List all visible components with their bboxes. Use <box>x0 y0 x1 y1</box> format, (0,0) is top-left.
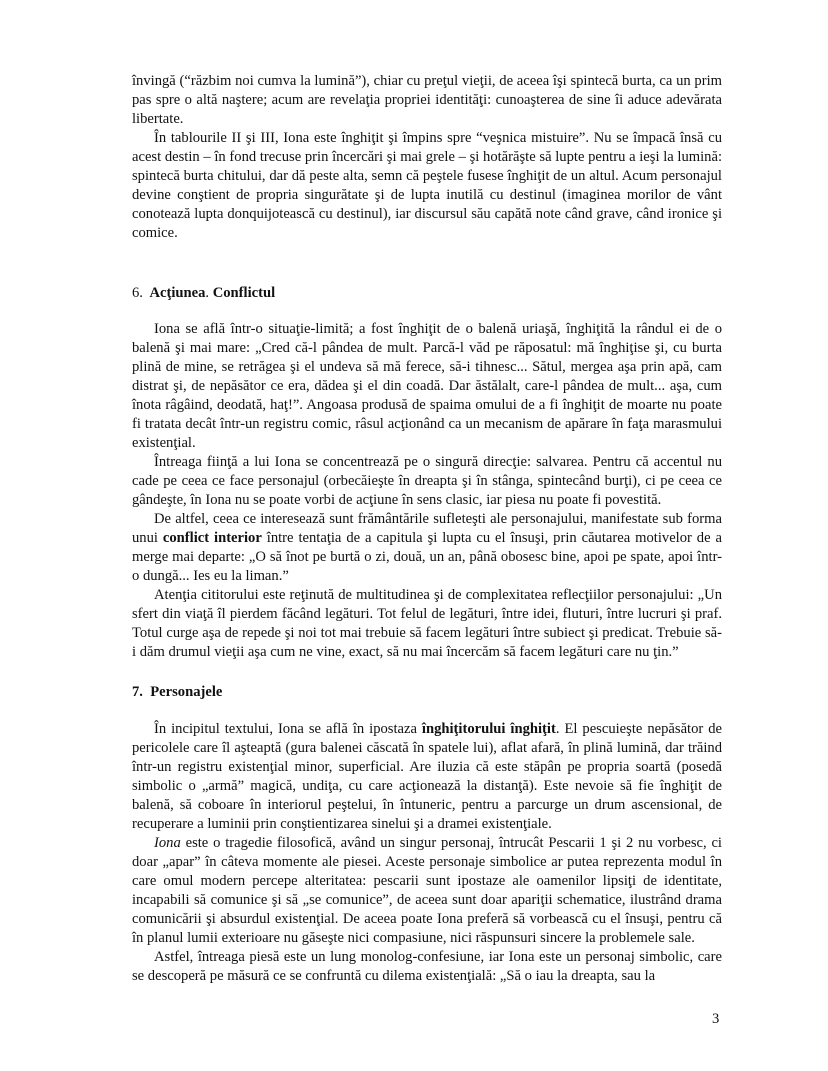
paragraph: Întreaga fiinţă a lui Iona se concentrează pe o singură direcţie: salvarea. Pentru că accentul nu cade pe ceea ce face personajul (orbecăieşte în dreapta şi în stânga, spintecând burţi), ci pe ceea ce gândeşte, în Iona nu se poate vorbi de acţiune în sens clasic, iar piesa nu poate fi povestită. <box>132 454 722 508</box>
section-title: Acţiunea <box>149 285 206 301</box>
paragraph: Atenţia cititorului este reţinută de multitudinea şi de complexitatea reflecţiilor personajului: „Un sfert din viaţă îl pierdem făcând legături. Tot felul de legături, între idei, fluturi, între lucruri şi praf. Totul curge aşa de repede şi noi tot mai trebuie să facem legături între subiect şi predicat. Trebuie să-i dăm drumul vieţii aşa cum ne vine, exact, să nu mai încercăm să facem legături care nu ţin.” <box>132 587 722 660</box>
paragraph: Iona se află într-o situaţie-limită; a fost înghiţit de o balenă uriaşă, înghiţită la rândul ei de o balenă şi mai mare: „Cred că-l pândea de mult. Parcă-l văd pe răposatul: mă înghiţise şi, cu burta plină de mine, se retrăgea şi el undeva să mă ferece, să-i tihnesc... Sătul, mergea aşa prin apă, cam distrat şi, de nepăsător ce era, dădea şi el din coadă. Dar ăstălalt, care-l pândea de mult... aşa, cum înota râgâind, deodată, haţ!”. Angoasa produsă de spaima omului de a fi înghiţit de moarte nu poate fi tratata decât într-un registru comic, râsul acţionând ca un mecanism de apărare în faţa marasmului existenţial. <box>132 321 722 451</box>
bold-term: conflict interior <box>162 530 262 546</box>
section-heading-6 <box>132 284 275 303</box>
intro-text <box>132 72 722 243</box>
text-run: este o tragedie filosofică, având un singur personaj, întrucât Pescarii 1 şi 2 nu vorbesc, ci doar „apar” în câteva momente ale piesei. Aceste personaje simbolice ar putea reprezenta modul în care omul modern percepe alteritatea: pescarii sunt ipostaze ale oamenilor lipsiţi de identitate, incapabili să comunice şi să „se comunice”, de aceea sunt doar apariţii schematice, ilustrând drama comunicării şi absurdul existenţial. De aceea poate Iona preferă să vorbească cu el însuşi, pentru că în planul lumii exterioare nu găseşte nici compasiune, nici răspunsuri sincere la problemele sale. <box>132 835 722 946</box>
page-number: 3 <box>712 1011 720 1027</box>
paragraph: învingă (“răzbim noi cumva la lumină”), chiar cu preţul vieţii, de aceea îşi spintecă burta, ca un prim pas spre o altă naştere; acum are revelaţia propriei identităţi: cunoaşterea de sine îi aduce adevărata libertate. <box>132 73 722 127</box>
bold-term: înghiţitorului înghiţit <box>421 721 556 737</box>
title-separator: . <box>205 285 213 301</box>
italic-title: Iona <box>154 835 181 851</box>
paragraph <box>132 720 722 834</box>
text-run: În incipitul textului, Iona se află în ipostaza <box>154 721 422 737</box>
section-title: Conflictul <box>212 285 276 301</box>
text-run: De altfel, ceea ce interesează sunt frământările sufleteşti ale personajului, manifestate sub forma unui <box>132 511 722 546</box>
section-heading-7 <box>132 683 222 702</box>
paragraph <box>132 834 722 948</box>
section-7-body <box>132 720 722 986</box>
paragraph: În tablourile II şi III, Iona este înghiţit şi împins spre “veşnica mistuire”. Nu se împacă însă cu acest destin – în fond trecuse prin încercări şi mai grele – şi hotărăşte să lupte pentru a ieşi la lumină: spintecă burta chitului, dar dă peste alta, semn că peştele fusese înghiţit de un altul. Acum personajul devine conştient de propria singurătate şi de lupta inutilă cu destinul (imaginea morilor de vânt conotează lupta donquijotească cu destinul), iar discursul său capătă note când grave, când ironice şi comice. <box>132 130 722 241</box>
paragraph: Astfel, întreaga piesă este un lung monolog-confesiune, iar Iona este un personaj simbolic, care se descoperă pe măsură ce se confruntă cu dilema existenţială: „Să o iau la dreapta, sau la <box>132 949 722 984</box>
section-6-body <box>132 320 722 662</box>
section-number: 6. <box>132 285 143 301</box>
paragraph <box>132 510 722 586</box>
text-run: între tentaţia de a capitula şi lupta cu el însuşi, prin căutarea motivelor de a merge mai departe: „O să înot pe burtă o zi, două, un an, până obosesc bine, apoi pe spate, apoi într-o dungă... Ies eu la liman.” <box>132 530 722 584</box>
section-title: Personajele <box>150 684 223 700</box>
section-number: 7. <box>132 684 143 700</box>
text-run: . El pescuieşte nepăsător de pericolele care îl aşteaptă (gura balenei căscată în spatele lui), aflat afară, în plină lumină, dar trăind într-un registru existenţial minor, superficial. Are iluzia că este stăpân pe propria soartă (posedă simbolic o „armă” magică, undiţa, cu care acţionează la distanţă). Este nevoie să fie înghiţit de balenă, să coboare în interiorul peştelui, în întuneric, pentru a parcurge un drum ascensional, de recuperare a luminii prin conştientizarea sinelui şi a dramei existenţiale. <box>132 721 723 832</box>
